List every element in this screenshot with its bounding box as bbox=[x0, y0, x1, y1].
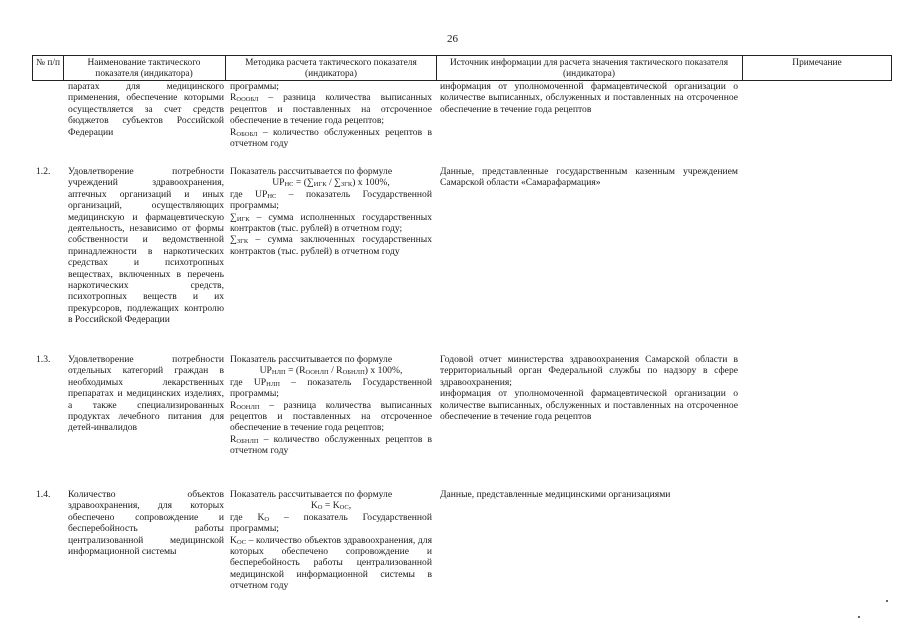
method-def: где $UP_{НС}$ – показатель Государственной программы; bbox=[230, 188, 432, 212]
method-def: $K_{ОС}$ – количество объектов здравоохранения, для которых обеспечено сопровождение и бесперебойность работы централизованной медицинской информационной системы в отчетном году bbox=[230, 534, 432, 592]
row-number: 1.4. bbox=[36, 489, 51, 500]
row-method bbox=[230, 489, 432, 592]
row-source: Данные, представленные медицинскими организациями bbox=[440, 489, 671, 500]
method-def: $R_{ООНЛП}$ – разница количества выписанных рецептов и поставленных на отсроченное обеспечение в течение года рецептов; bbox=[230, 399, 432, 434]
cont-method-def: $R_{ОООБЛ}$ – разница количества выписанных рецептов и поставленных на отсроченное обеспечение в течение года рецептов; bbox=[230, 92, 432, 127]
page-number: 26 bbox=[447, 33, 458, 45]
method-def: $\sum_{ЗГК}$ – сумма заключенных государственных контрактов (тыс. рублей) в отчетном году bbox=[230, 234, 432, 257]
row-number: 1.2. bbox=[36, 166, 51, 177]
cont-name: паратах для медицинского применения, обеспечение которыми осуществляется за счет средств бюджетов субъектов Российской Федерации bbox=[68, 81, 224, 138]
formula: $UP_{НЛП} = (R_{ООНЛП} / R_{ОБНЛП})$ x 100%, bbox=[259, 365, 403, 377]
cont-source: информация от уполномоченной фармацевтической организации о количестве выписанных, обслуженных и поставленных на отсроченное обеспечение в течение года рецептов bbox=[440, 81, 738, 115]
header-note: Примечание bbox=[792, 58, 842, 68]
formula: $UP_{НС} = (\sum_{ИГК} / \sum_{ЗГК})$ x 100%, bbox=[272, 177, 390, 189]
header-source: Источник информации для расчета значения тактического показателя (индикатора) bbox=[449, 58, 729, 79]
source-line: Годовой отчет министерства здравоохранения Самарской области в территориальный орган Федеральной службы по надзору в сфере здравоохранения; bbox=[440, 354, 738, 388]
cont-method-line: программы; bbox=[230, 81, 279, 92]
table-header bbox=[32, 55, 892, 81]
row-method bbox=[230, 354, 432, 457]
header-num: № п/п bbox=[36, 58, 60, 68]
method-line: Показатель рассчитывается по формуле bbox=[230, 354, 393, 365]
row-name: Удовлетворение потребности учреждений здравоохранения, аптечных организаций и иных организаций, осуществляющих медицинскую и фармацевтическую деятельность, независимо от формы собственности и ведомственной принадлежности в наркотических средствах и психотропных веществах, включенных в перечень наркотических средств, психотропных веществ и их прекурсоров, подлежащих контролю в Российской Федерации bbox=[68, 166, 224, 326]
indicator-table bbox=[32, 55, 892, 615]
row-source bbox=[440, 354, 738, 422]
method-def: где $UP_{НЛП}$ – показатель Государственной программы; bbox=[230, 376, 432, 400]
scan-speck bbox=[886, 600, 888, 602]
method-line: Показатель рассчитывается по формуле bbox=[230, 166, 393, 177]
row-name: Количество объектов здравоохранения, для которых обеспечено сопровождение и бесперебойность работы централизованной медицинской информационной системы bbox=[68, 489, 224, 558]
header-name: Наименование тактического показателя (индикатора) bbox=[87, 58, 201, 79]
header-method: Методика расчета тактического показателя (индикатора) bbox=[245, 58, 417, 79]
method-line: Показатель рассчитывается по формуле bbox=[230, 489, 393, 500]
source-line: информация от уполномоченной фармацевтической организации о количестве выписанных, обслуженных и поставленных на отсроченное обеспечение в течение года рецептов bbox=[440, 388, 738, 423]
row-name: Удовлетворение потребности отдельных категорий граждан в необходимых лекарственных препаратах и медицинских изделиях, а также специализированных продуктах лечебного питания для детей-инвалидов bbox=[68, 354, 224, 434]
row-source: Данные, представленные государственным казенным учреждением Самарской области «Самарафармация» bbox=[440, 166, 738, 189]
cont-method-def: $R_{ОБОБЛ}$ – количество обслуженных рецептов в отчетном году bbox=[230, 126, 432, 150]
formula: $K_О = K_{ОС}$, bbox=[310, 500, 352, 512]
row-number: 1.3. bbox=[36, 354, 51, 365]
row-method bbox=[230, 166, 432, 257]
method-def: $R_{ОБНЛП}$ – количество обслуженных рецептов в отчетном году bbox=[230, 433, 432, 457]
method-def: $\sum_{ИГК}$ – сумма исполненных государственных контрактов (тыс. рублей) в отчетном году; bbox=[230, 211, 432, 235]
scan-speck bbox=[858, 616, 860, 618]
cont-method bbox=[230, 81, 432, 149]
method-def: где $K_О$ – показатель Государственной программы; bbox=[230, 511, 432, 535]
